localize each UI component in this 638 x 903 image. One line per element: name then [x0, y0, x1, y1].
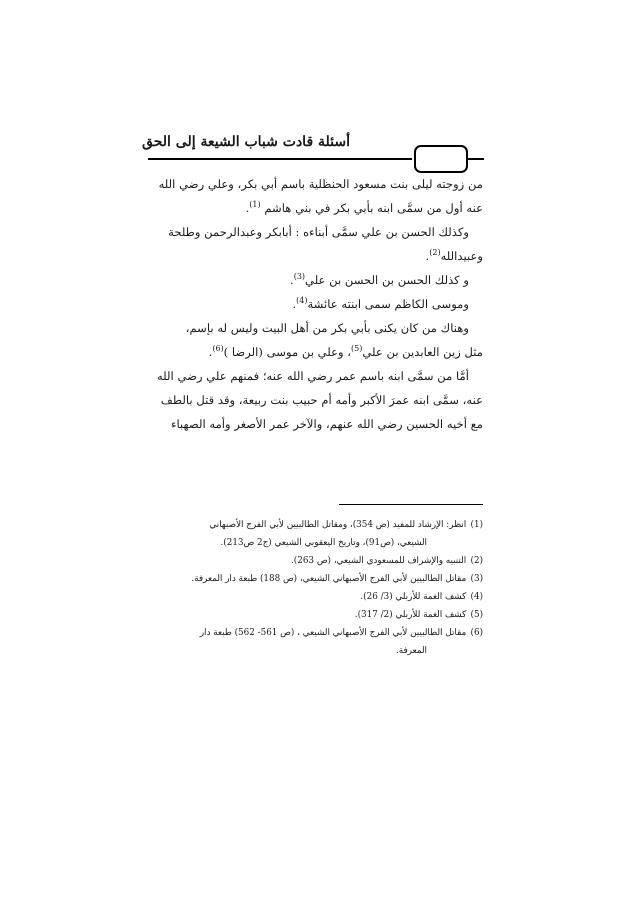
text-line-2: عنه أول من سمَّى ابنه بأبي بكر في بني هاشم $^{(1)}$.	[245, 200, 483, 215]
text-line-5: و كذلك الحسن بن الحسن بن علي$^{(3)}$.	[290, 272, 469, 287]
header-rule-left	[148, 158, 412, 160]
footnote-ref-2: (2)	[429, 248, 441, 257]
text-line-11: مع أخيه الحسين رضي الله عنهم، والآخر عمر الأصغر وأمه الصهباء	[171, 417, 483, 431]
footnote-2: (2) التنبيه والإشراف للمسعودي الشيعي، (ص 263).	[291, 556, 483, 566]
footnote-1-continued: الشيعي، (ص91)، وتاريخ اليعقوبي الشيعي (ج2 ص213).	[220, 538, 427, 548]
footnote-ref-5: (5)	[351, 344, 363, 353]
running-header-title: أسئلة قادت شباب الشيعة إلى الحق	[142, 134, 350, 150]
footnote-4: (4) كشف الغمة للأربلي (3/ 26).	[360, 592, 483, 602]
text-line-6: وموسى الكاظم سمى ابنته عائشة$^{(4)}$.	[292, 296, 469, 311]
text-line-8: مثل زين العابدين بن علي$^{(5)}$، وعلي بن موسى (الرضا )$^{(6)}$.	[208, 344, 483, 359]
text-line-10: عنه، سمَّى ابنه عمرَ الأكبر وأمه أم حبيب بنت ربيعة، وقد قتل بالطف	[160, 393, 483, 407]
footnote-1: (1) انظر: الإرشاد للمفيد (ص 354)، ومقاتل الطالبيين لأبي الفرج الأصبهاني	[209, 520, 483, 530]
footnote-ref-1: (1)	[249, 200, 261, 209]
footnote-6: (6) مقاتل الطالبيين لأبي الفرج الأصبهاني الشيعي ، (ص 561- 562) طبعة دار	[199, 628, 483, 638]
footnote-separator	[339, 504, 483, 505]
text-line-4: وعبيدالله$^{(2)}$.	[425, 248, 483, 263]
footnotes	[150, 516, 483, 660]
text-line-7: وهناك من كان يكنى بأبي بكر من أهل البيت وليس له بإسم،	[185, 321, 469, 335]
footnote-6-continued: المعرفة.	[395, 646, 427, 656]
footnote-ref-3: (3)	[293, 272, 306, 281]
footnote-5: (5) كشف الغمة للأربلي (2/ 317).	[354, 610, 483, 620]
header-rule-right	[466, 158, 484, 160]
footnote-ref-6: (6)	[212, 344, 224, 353]
footnote-ref-4: (4)	[296, 296, 308, 305]
footnote-3: (3) مقاتل الطالبيين لأبي الفرج الأصبهاني الشيعي، (ص 188) طبعة دار المعرفة.	[191, 574, 483, 584]
text-line-9: أمَّا من سمَّى ابنه باسم عمر رضي الله عنه؛ فمنهم علي رضي الله	[156, 369, 469, 383]
page-number-box	[414, 145, 468, 173]
text-line-1: من زوجته ليلى بنت مسعود الحنظلية باسم أبي بكر، وعلي رضي الله	[158, 177, 483, 191]
main-text	[150, 172, 483, 436]
text-line-3: وكذلك الحسن بن علي سمَّى أبناءه : أبابكر وعبدالرحمن وطلحة	[168, 225, 469, 239]
